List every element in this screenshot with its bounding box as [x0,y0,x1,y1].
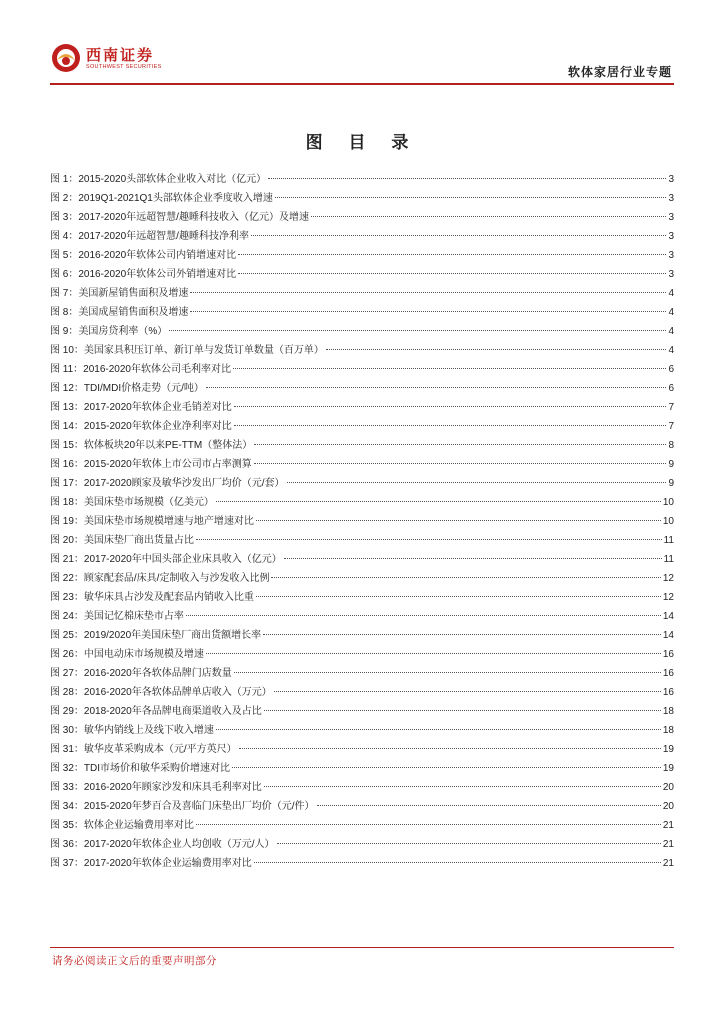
toc-entry-label: 图 5：2016-2020年软体公司内销增速对比 [50,250,237,261]
toc-entry-label: 图 6：2016-2020年软体公司外销增速对比 [50,269,237,280]
toc-entry-label: 图 28：2016-2020年各软体品牌单店收入（万元） [50,687,272,698]
footer-disclaimer: 请务必阅读正文后的重要声明部分 [52,955,217,967]
toc-leader-dots [232,767,661,768]
toc-entry-page-number: 8 [668,440,674,451]
toc-entry-page-number: 3 [668,193,674,204]
toc-entry-page-number: 14 [662,611,674,622]
toc-entry[interactable] [50,607,674,626]
toc-leader-dots [196,824,661,825]
toc-entry[interactable] [50,284,674,303]
toc-leader-dots [326,349,666,350]
toc-entry-page-number: 19 [662,763,674,774]
toc-leader-dots [206,387,666,388]
document-title: 软体家居行业专题 [567,65,672,79]
toc-entry[interactable] [50,759,674,778]
toc-entry[interactable] [50,455,674,474]
footer-divider [50,947,674,948]
toc-entry-label: 图 37：2017-2020年软体企业运输费用率对比 [50,858,252,869]
toc-entry[interactable] [50,303,674,322]
toc-entry-label: 图 9：美国房贷利率（%） [50,326,168,337]
toc-leader-dots [264,710,661,711]
toc-entry-label: 图 4：2017-2020年远超智慧/趣睡科技净利率 [50,231,249,242]
toc-entry-page-number: 11 [663,554,674,565]
toc-entry-page-number: 7 [668,421,674,432]
toc-leader-dots [254,862,661,863]
toc-entry-page-number: 7 [668,402,674,413]
toc-leader-dots [317,805,661,806]
toc-leader-dots [277,843,661,844]
toc-entry-page-number: 4 [668,345,674,356]
toc-leader-dots [238,273,666,274]
toc-entry-page-number: 20 [662,782,674,793]
toc-entry-label: 图 2：2019Q1-2021Q1头部软体企业季度收入增速 [50,193,273,204]
toc-entry-label: 图 7：美国新屋销售面积及增速 [50,288,189,299]
toc-entry-page-number: 19 [662,744,674,755]
figure-list [50,170,674,873]
toc-entry-page-number: 4 [668,307,674,318]
toc-entry[interactable] [50,645,674,664]
toc-leader-dots [311,216,666,217]
toc-leader-dots [234,406,666,407]
toc-entry-label: 图 33：2016-2020年顾家沙发和床具毛利率对比 [50,782,262,793]
toc-leader-dots [206,653,661,654]
toc-leader-dots [233,368,666,369]
toc-leader-dots [234,425,666,426]
toc-entry-page-number: 6 [668,364,674,375]
toc-entry[interactable] [50,474,674,493]
toc-entry[interactable] [50,493,674,512]
toc-leader-dots [216,501,661,502]
toc-entry-label: 图 10：美国家具积压订单、新订单与发货订单数量（百万单） [50,345,324,356]
toc-leader-dots [251,235,666,236]
logo-chinese-name: 西南证券 [86,46,155,64]
toc-entry[interactable] [50,189,674,208]
toc-entry-label: 图 19：美国床垫市场规模增速与地产增速对比 [50,516,254,527]
toc-entry-label: 图 34：2015-2020年梦百合及喜临门床垫出厂均价（元/件） [50,801,315,812]
toc-leader-dots [186,615,661,616]
toc-entry-page-number: 16 [662,687,674,698]
toc-entry-page-number: 21 [662,839,674,850]
toc-heading: 图 目 录 [305,133,419,153]
toc-entry-page-number: 12 [662,573,674,584]
toc-entry-page-number: 20 [662,801,674,812]
toc-entry-label: 图 27：2016-2020年各软体品牌门店数量 [50,668,232,679]
toc-entry[interactable] [50,740,674,759]
toc-entry-page-number: 3 [668,212,674,223]
toc-leader-dots [275,197,666,198]
toc-leader-dots [196,539,662,540]
toc-entry-label: 图 17：2017-2020顾家及敏华沙发出厂均价（元/套） [50,478,285,489]
logo-emblem-icon [50,42,82,74]
toc-entry[interactable] [50,398,674,417]
toc-entry-label: 图 22：顾家配套品/床具/定制收入与沙发收入比例 [50,573,270,584]
toc-entry-page-number: 3 [668,231,674,242]
toc-entry-label: 图 35：软体企业运输费用率对比 [50,820,194,831]
toc-entry-label: 图 11：2016-2020年软体公司毛利率对比 [50,364,231,375]
toc-entry[interactable] [50,702,674,721]
toc-leader-dots [216,729,661,730]
toc-entry-label: 图 12：TDI/MDI价格走势（元/吨） [50,383,204,394]
toc-entry[interactable] [50,626,674,645]
toc-entry-label: 图 20：美国床垫厂商出货量占比 [50,535,194,546]
toc-entry-label: 图 8：美国成屋销售面积及增速 [50,307,189,318]
toc-entry[interactable] [50,227,674,246]
toc-entry-label: 图 1：2015-2020头部软体企业收入对比（亿元） [50,174,267,185]
toc-leader-dots [256,520,661,521]
toc-leader-dots [239,748,661,749]
toc-leader-dots [256,596,661,597]
toc-entry-label: 图 21：2017-2020年中国头部企业床具收入（亿元） [50,554,282,565]
toc-entry[interactable] [50,854,674,873]
toc-leader-dots [190,292,666,293]
page-header [0,0,724,90]
toc-leader-dots [274,691,661,692]
toc-entry[interactable] [50,569,674,588]
toc-leader-dots [238,254,666,255]
toc-entry[interactable] [50,778,674,797]
logo-english-name: SOUTHWEST SECURITIES [86,64,162,70]
toc-entry[interactable] [50,797,674,816]
toc-entry-page-number: 4 [668,288,674,299]
toc-entry-page-number: 21 [662,820,674,831]
toc-entry-page-number: 3 [668,250,674,261]
toc-entry[interactable] [50,835,674,854]
toc-leader-dots [169,330,666,331]
toc-entry-label: 图 13：2017-2020年软体企业毛销差对比 [50,402,232,413]
toc-leader-dots [263,634,661,635]
toc-entry-page-number: 9 [668,478,674,489]
toc-entry-label: 图 18：美国床垫市场规模（亿美元） [50,497,214,508]
toc-leader-dots [254,463,666,464]
toc-entry-page-number: 18 [662,706,674,717]
toc-entry[interactable] [50,246,674,265]
toc-entry-page-number: 21 [662,858,674,869]
toc-entry-page-number: 3 [668,174,674,185]
toc-leader-dots [271,577,660,578]
toc-entry-label: 图 32：TDI市场价和敏华采购价增速对比 [50,763,231,774]
toc-entry[interactable] [50,816,674,835]
toc-leader-dots [268,178,666,179]
toc-leader-dots [287,482,666,483]
toc-entry-page-number: 10 [662,516,674,527]
toc-leader-dots [234,672,661,673]
toc-entry-label: 图 25：2019/2020年美国床垫厂商出货额增长率 [50,630,262,641]
toc-entry-label: 图 16：2015-2020年软体上市公司市占率测算 [50,459,252,470]
toc-entry-page-number: 16 [662,668,674,679]
toc-entry[interactable] [50,721,674,740]
toc-entry-page-number: 3 [668,269,674,280]
toc-entry-page-number: 16 [662,649,674,660]
toc-entry-page-number: 6 [668,383,674,394]
toc-entry-label: 图 36：2017-2020年软体企业人均创收（万元/人） [50,839,275,850]
toc-leader-dots [264,786,661,787]
toc-entry[interactable] [50,683,674,702]
toc-entry[interactable] [50,322,674,341]
toc-leader-dots [254,444,666,445]
toc-entry[interactable] [50,208,674,227]
toc-entry-label: 图 15：软体板块20年以来PE-TTM（整体法） [50,440,253,451]
toc-entry-page-number: 12 [662,592,674,603]
toc-entry-label: 图 14：2015-2020年软体企业净利率对比 [50,421,232,432]
toc-entry-page-number: 18 [662,725,674,736]
toc-entry-label: 图 30：敏华内销线上及线下收入增速 [50,725,214,736]
toc-entry-label: 图 31：敏华皮革采购成本（元/平方英尺） [50,744,237,755]
toc-leader-dots [190,311,666,312]
toc-entry-page-number: 4 [668,326,674,337]
toc-leader-dots [284,558,662,559]
toc-entry-label: 图 3：2017-2020年远超智慧/趣睡科技收入（亿元）及增速 [50,212,309,223]
toc-entry-page-number: 11 [663,535,674,546]
toc-entry[interactable] [50,341,674,360]
toc-entry-page-number: 9 [668,459,674,470]
toc-entry[interactable] [50,588,674,607]
toc-entry[interactable] [50,170,674,189]
toc-entry[interactable] [50,265,674,284]
toc-entry[interactable] [50,436,674,455]
toc-entry[interactable] [50,417,674,436]
toc-entry-label: 图 24：美国记忆棉床垫市占率 [50,611,184,622]
toc-entry[interactable] [50,531,674,550]
toc-entry-page-number: 14 [662,630,674,641]
toc-entry-label: 图 26：中国电动床市场规模及增速 [50,649,204,660]
company-logo [50,42,170,76]
toc-entry-label: 图 23：敏华床具占沙发及配套品内销收入比重 [50,592,254,603]
toc-entry[interactable] [50,379,674,398]
toc-entry[interactable] [50,360,674,379]
toc-entry-page-number: 10 [662,497,674,508]
toc-entry[interactable] [50,512,674,531]
toc-entry[interactable] [50,550,674,569]
header-divider [50,83,674,85]
toc-entry[interactable] [50,664,674,683]
toc-entry-label: 图 29：2018-2020年各品牌电商渠道收入及占比 [50,706,262,717]
